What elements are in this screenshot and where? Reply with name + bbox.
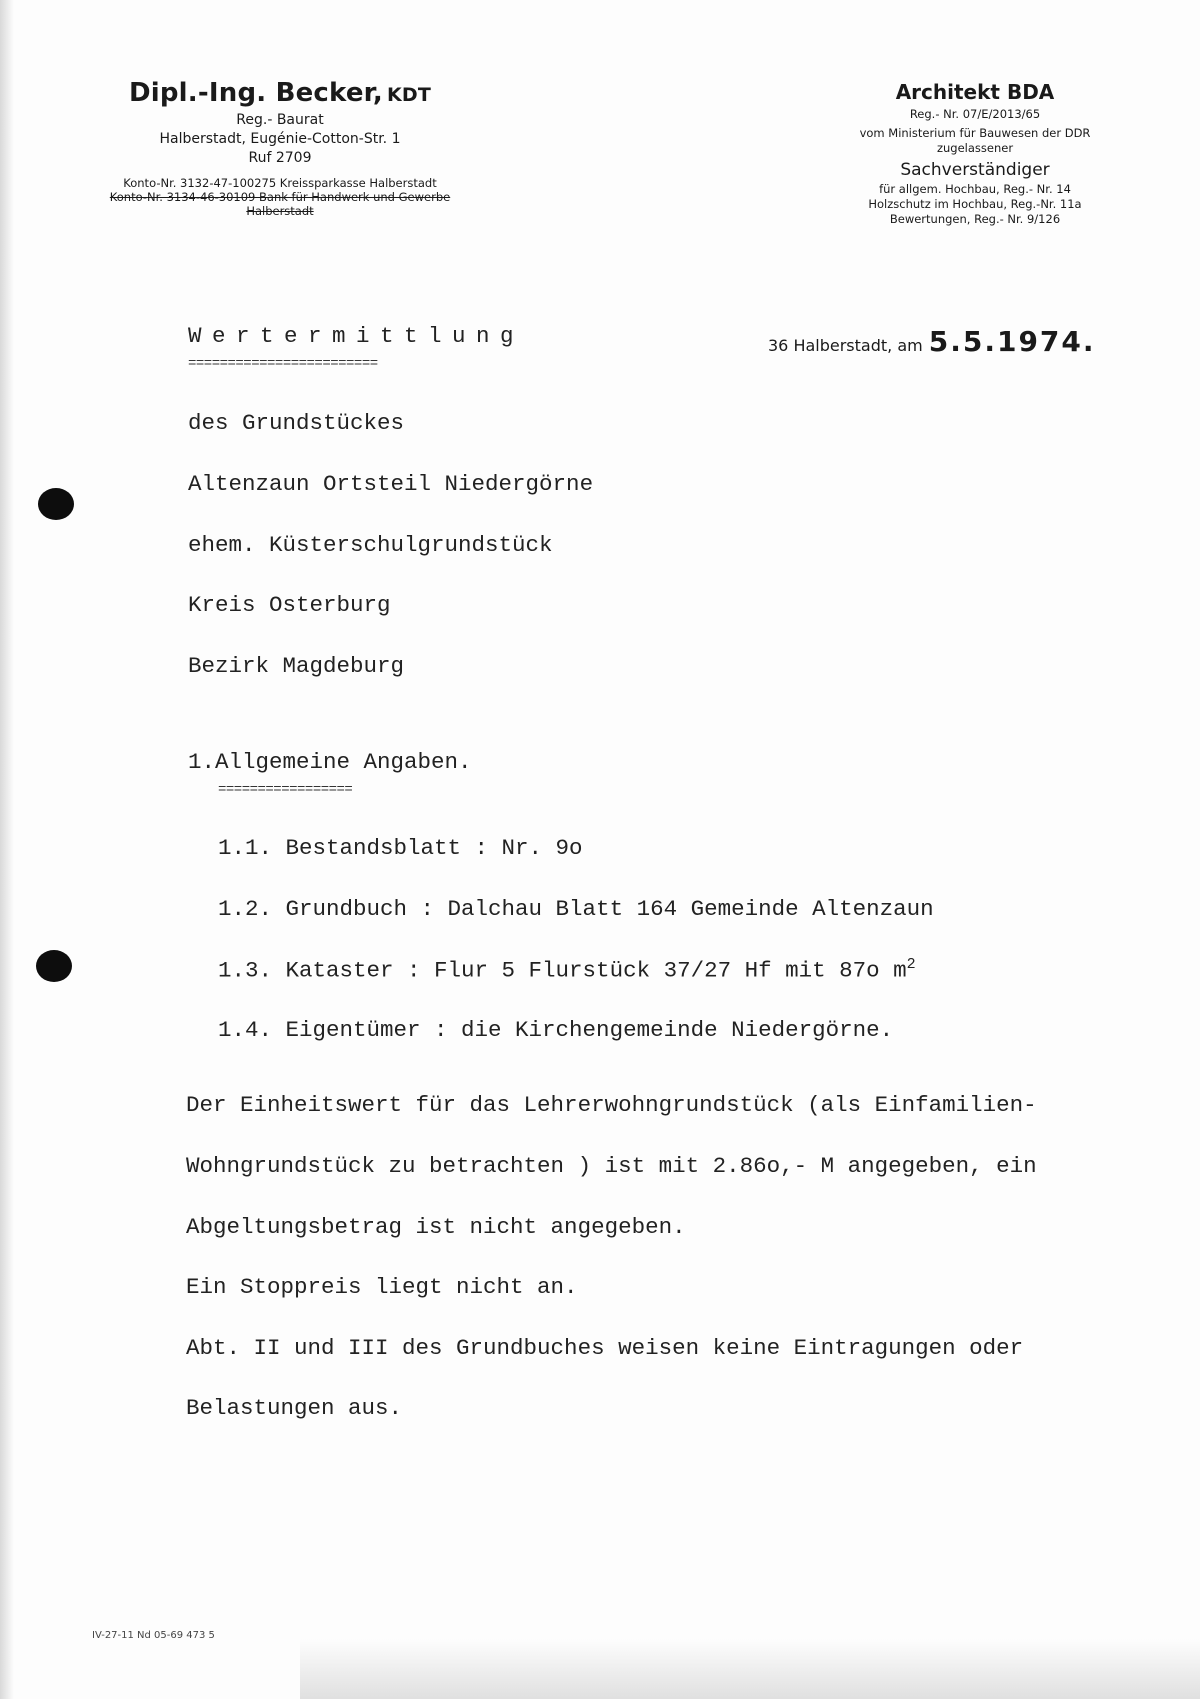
expert-field-1: für allgem. Hochbau, Reg.- Nr. 14 [879,182,1071,196]
bank-account-1: Konto-Nr. 3132-47-100275 Kreissparkasse Halberstadt [123,176,437,190]
bank-account-2-city: Halberstadt [246,204,314,218]
letterhead-right [830,80,1120,227]
punch-hole-icon [38,488,74,520]
paragraph-line: Wohngrundstück zu betrachten ) ist mit 2.86o,- M angegeben, ein [186,1153,1037,1179]
paragraph-line: Ein Stoppreis liegt nicht an. [186,1274,578,1300]
section-item: 1.4. Eigentümer : die Kirchengemeinde Niedergörne. [218,1017,894,1043]
heading-underline: ======================== [188,357,378,371]
ministry-line: vom Ministerium für Bauwesen der DDR [859,126,1091,140]
expert-role: Sachverständiger [900,160,1050,180]
letterhead-left [95,78,465,218]
subject-line: ehem. Küsterschulgrundstück [188,532,553,558]
sender-phone: Ruf 2709 [248,150,312,166]
area-exponent: 2 [906,956,916,973]
paper-edge-shadow [0,0,14,1699]
punch-hole-icon [36,950,72,982]
paper-wear [300,1639,1200,1699]
sender-title: Reg.- Baurat [236,112,324,128]
form-code: IV-27-11 Nd 05-69 473 5 [92,1630,215,1641]
architect-reg-no: Reg.- Nr. 07/E/2013/65 [909,107,1041,121]
section-item: 1.1. Bestandsblatt : Nr. 9o [218,835,583,861]
architect-title: Architekt BDA [895,80,1055,104]
subject-line: Kreis Osterburg [188,592,391,618]
section-item-text: 1.3. Kataster : Flur 5 Flurstück 37/27 Hf mit 87o m [218,957,907,984]
subject-line: des Grundstückes [188,410,405,436]
section-underline: ================= [218,783,353,797]
paragraph-line: Abt. II und III des Grundbuches weisen keine Eintragungen oder [186,1335,1024,1361]
paragraph-line: Abgeltungsbetrag ist nicht angegeben. [186,1214,686,1240]
section-item [218,956,916,984]
section-title: 1.Allgemeine Angaben. [188,749,472,775]
admitted-line: zugelassener [936,141,1014,155]
paragraph-line: Der Einheitswert für das Lehrerwohngrundstück (als Einfamilien- [186,1092,1037,1118]
date-label: 36 Halberstadt, am [768,336,923,355]
expert-field-3: Bewertungen, Reg.- Nr. 9/126 [889,212,1061,226]
paragraph-line: Belastungen aus. [186,1395,403,1421]
sender-name: Dipl.-Ing. Becker, KDT [128,78,432,108]
subject-line: Bezirk Magdeburg [188,653,405,679]
document-date [768,325,1096,358]
section-item: 1.2. Grundbuch : Dalchau Blatt 164 Gemeinde Altenzaun [218,896,934,922]
document-heading: Wertermittlung [188,323,525,349]
date-value: 5.5.1974. [928,325,1096,358]
bank-account-2: Konto-Nr. 3134-46-30109 Bank für Handwerk und Gewerbe [109,190,451,204]
expert-field-2: Holzschutz im Hochbau, Reg.-Nr. 11a [868,197,1082,211]
sender-address: Halberstadt, Eugénie-Cotton-Str. 1 [159,131,401,147]
subject-line: Altenzaun Ortsteil Niedergörne [188,471,594,497]
